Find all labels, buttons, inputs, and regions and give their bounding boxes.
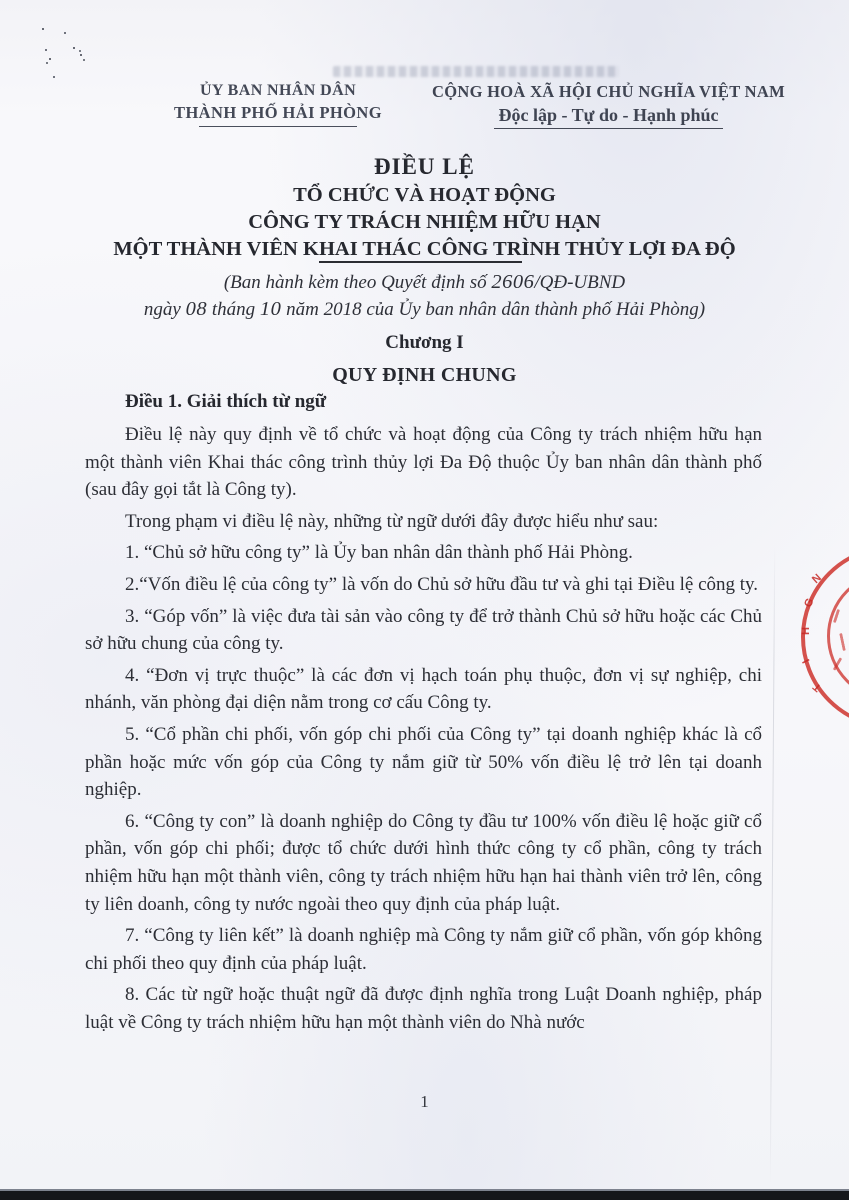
paragraph: 7. “Công ty liên kết” là doanh nghiệp mà Công ty nắm giữ cổ phần, vốn góp không chi phối theo quy định của pháp luật. [85,925,762,974]
issuance-date-post: năm 2018 của Ủy ban nhân dân thành phố Hải Phòng) [281,299,706,320]
red-stamp [789,505,849,745]
document-header [0,82,849,129]
paragraph: Điều lệ này quy định về tổ chức và hoạt động của Công ty trách nhiệm hữu hạn một thành viên Khai thác công trình thủy lợi Đa Độ thuộc Ủy ban nhân dân thành phố (sau đây gọi tắt là Công ty). [85,424,762,501]
title-line4-pre: MỘT THÀNH VIÊN K [113,238,319,260]
paragraph: 4. “Đơn vị trực thuộc” là các đơn vị hạch toán phụ thuộc, đơn vị sự nghiệp, chi nhánh, văn phòng đại diện nằm trong cơ cấu Công ty. [85,664,762,714]
page-fold-line [770,545,775,1186]
title-line4-underlined: HAI THÁC CÔNG TR [319,238,522,263]
decision-number-handwritten: 2606 [491,271,535,293]
title-line4-post: ÌNH THỦY LỢI ĐA ĐỘ [521,238,736,260]
paragraph: 8. Các từ ngữ hoặc thuật ngữ đã được định nghĩa trong Luật Doanh nghiệp, pháp luật về Công ty trách nhiệm hữu hạn một thành viên do Nhà nước [85,984,762,1033]
article-body [85,421,762,1040]
title-line3: CÔNG TY TRÁCH NHIỆM HỮU HẠN [248,211,601,233]
chapter-title: QUY ĐỊNH CHUNG [332,364,517,386]
authority-name-line2: THÀNH PHỐ HẢI PHÒNG [174,103,382,122]
day-handwritten: 08 [185,298,208,320]
issuance-date-mid: tháng [207,299,260,320]
issuance-note [0,269,849,323]
decision-symbol: /QĐ-UBND [534,272,626,293]
chapter-label: Chương I [385,332,464,353]
issuance-text: (Ban hành kèm theo Quyết định số [223,272,492,293]
stamp-letter: T [810,680,824,694]
authority-underline [199,126,357,127]
title-line1: ĐIỀU LỆ [374,154,475,179]
paragraph: Trong phạm vi điều lệ này, những từ ngữ dưới đây được hiểu như sau: [125,510,659,532]
national-motto-block [428,82,789,129]
chapter-heading [0,331,849,387]
article-1-heading: Điều 1. Giải thích từ ngữ [125,391,327,412]
paragraph: 6. “Công ty con” là doanh nghiệp do Công ty đầu tư 100% vốn điều lệ hoặc giữ cổ phần, vốn góp chi phối; được tổ chức dưới hình thức công ty cổ phần, công ty trách nhiệm hữu hạn một thành viên, công ty trách nhiệm hữu hạn hai thành viên trở lên, công ty liên doanh, công ty nước ngoài theo quy định của pháp luật. [85,810,762,915]
authority-name-line1: ỦY BAN NHÂN DÂN [199,82,357,99]
stamp-letter: H [799,627,812,635]
national-title: CỘNG HOÀ XÃ HỘI CHỦ NGHĨA VIỆT NAM [432,82,785,101]
month-handwritten: 10 [259,298,282,320]
title-line4 [0,236,849,263]
national-motto: Độc lập - Tự do - Hạnh phúc [494,105,722,129]
paragraph: 1. “Chủ sở hữu công ty” là Ủy ban nhân dân thành phố Hải Phòng. [125,542,633,564]
paragraph: 5. “Cổ phần chi phối, vốn góp chi phối của Công ty” tại doanh nghiệp khác là cổ phần hoặc mức vốn góp của Công ty nắm giữ từ 50% vốn điều lệ trở lên tại doanh nghiệp. [85,723,762,801]
issuing-authority-block [128,82,428,129]
stamp-letter: N [810,571,824,587]
scanner-edge-band [0,1189,849,1200]
stamp-letter: G [802,596,817,610]
issuance-date-pre: ngày [143,299,186,320]
page-number: 1 [420,1092,429,1111]
document-title [0,152,849,263]
paragraph: 2.“Vốn điều lệ của công ty” là vốn do Chủ sở hữu đầu tư và ghi tại Điều lệ công ty. [125,573,759,595]
title-line2: TỔ CHỨC VÀ HOẠT ĐỘNG [293,184,556,206]
ink-specks [42,28,44,30]
issuance-line1 [0,269,849,296]
bleed-through-text [333,66,619,77]
paragraph: 3. “Góp vốn” là việc đưa tài sản vào công ty để trở thành Chủ sở hữu hoặc các Chủ sở hữu chung của công ty. [85,605,762,655]
stamp-letter: I [800,656,813,666]
issuance-line2 [0,296,849,323]
